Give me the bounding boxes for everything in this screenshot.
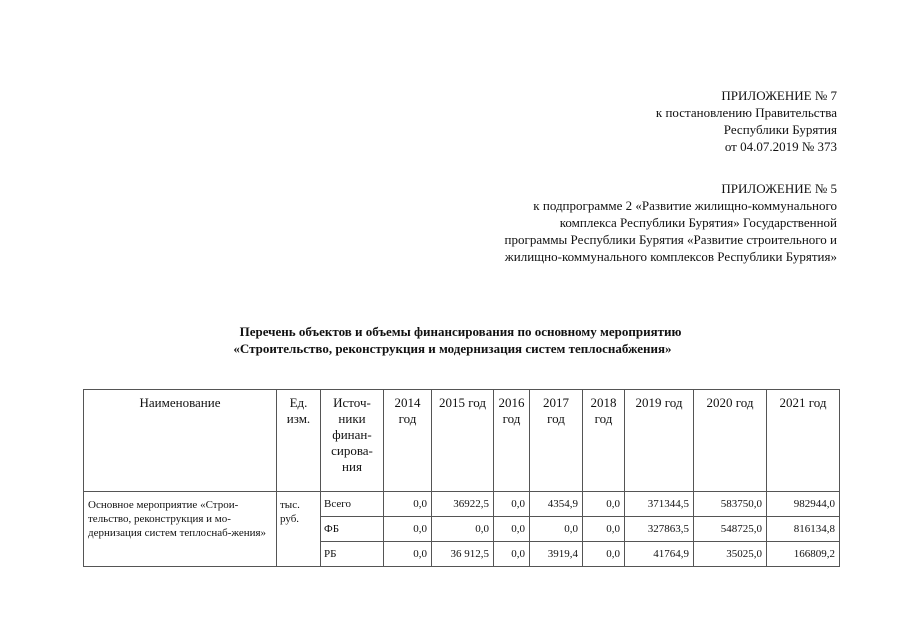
header-2017: 2017 год [530,390,583,492]
row-name-cell: Основное мероприятие «Строи-тельство, реконструкция и мо-дернизация систем теплоснаб-жения» [84,492,277,567]
appendix-7-block [656,87,837,155]
value-cell: 0,0 [583,517,625,542]
document-title [0,323,905,357]
value-cell: 35025,0 [694,542,767,567]
value-cell: 36 912,5 [432,542,494,567]
header-source: Источ-ники финан-сирова-ния [321,390,384,492]
appendix-5-line: комплекса Республики Бурятия» Государственной [559,215,837,230]
value-cell: 41764,9 [625,542,694,567]
header-unit: Ед. изм. [277,390,321,492]
header-2019: 2019 год [625,390,694,492]
value-cell: 371344,5 [625,492,694,517]
appendix-7-heading: ПРИЛОЖЕНИЕ № 7 [721,88,837,103]
header-2014: 2014 год [384,390,432,492]
value-cell: 3919,4 [530,542,583,567]
value-cell: 0,0 [530,517,583,542]
value-cell: 0,0 [494,492,530,517]
financing-table [83,389,840,567]
value-cell: 0,0 [432,517,494,542]
value-cell: 327863,5 [625,517,694,542]
value-cell: 0,0 [583,492,625,517]
header-2021: 2021 год [767,390,840,492]
header-name: Наименование [84,390,277,492]
appendix-5-line: жилищно-коммунального комплексов Республики Бурятия» [504,249,837,264]
appendix-7-line: от 04.07.2019 № 373 [724,139,837,154]
source-cell: ФБ [321,517,384,542]
appendix-5-heading: ПРИЛОЖЕНИЕ № 5 [721,181,837,196]
header-2016: 2016 год [494,390,530,492]
source-cell: РБ [321,542,384,567]
value-cell: 583750,0 [694,492,767,517]
value-cell: 36922,5 [432,492,494,517]
appendix-5-line: к подпрограмме 2 «Развитие жилищно-коммунального [533,198,837,213]
table-row [84,492,840,517]
document-title-line-2: «Строительство, реконструкция и модернизация систем теплоснабжения» [233,341,672,356]
appendix-7-line: к постановлению Правительства [655,105,837,120]
appendix-5-line: программы Республики Бурятия «Развитие строительного и [504,232,837,247]
value-cell: 816134,8 [767,517,840,542]
value-cell: 0,0 [494,517,530,542]
header-2020: 2020 год [694,390,767,492]
appendix-5-block [505,180,837,265]
header-2015: 2015 год [432,390,494,492]
appendix-7-line: Республики Бурятия [723,122,837,137]
value-cell: 0,0 [583,542,625,567]
value-cell: 0,0 [494,542,530,567]
value-cell: 548725,0 [694,517,767,542]
value-cell: 4354,9 [530,492,583,517]
value-cell: 0,0 [384,492,432,517]
table-header-row [84,390,840,492]
source-cell: Всего [321,492,384,517]
value-cell: 0,0 [384,542,432,567]
value-cell: 982944,0 [767,492,840,517]
value-cell: 166809,2 [767,542,840,567]
value-cell: 0,0 [384,517,432,542]
row-unit-cell: тыс. руб. [277,492,321,567]
document-title-line-1: Перечень объектов и объемы финансирования по основному мероприятию [239,324,682,339]
header-2018: 2018 год [583,390,625,492]
